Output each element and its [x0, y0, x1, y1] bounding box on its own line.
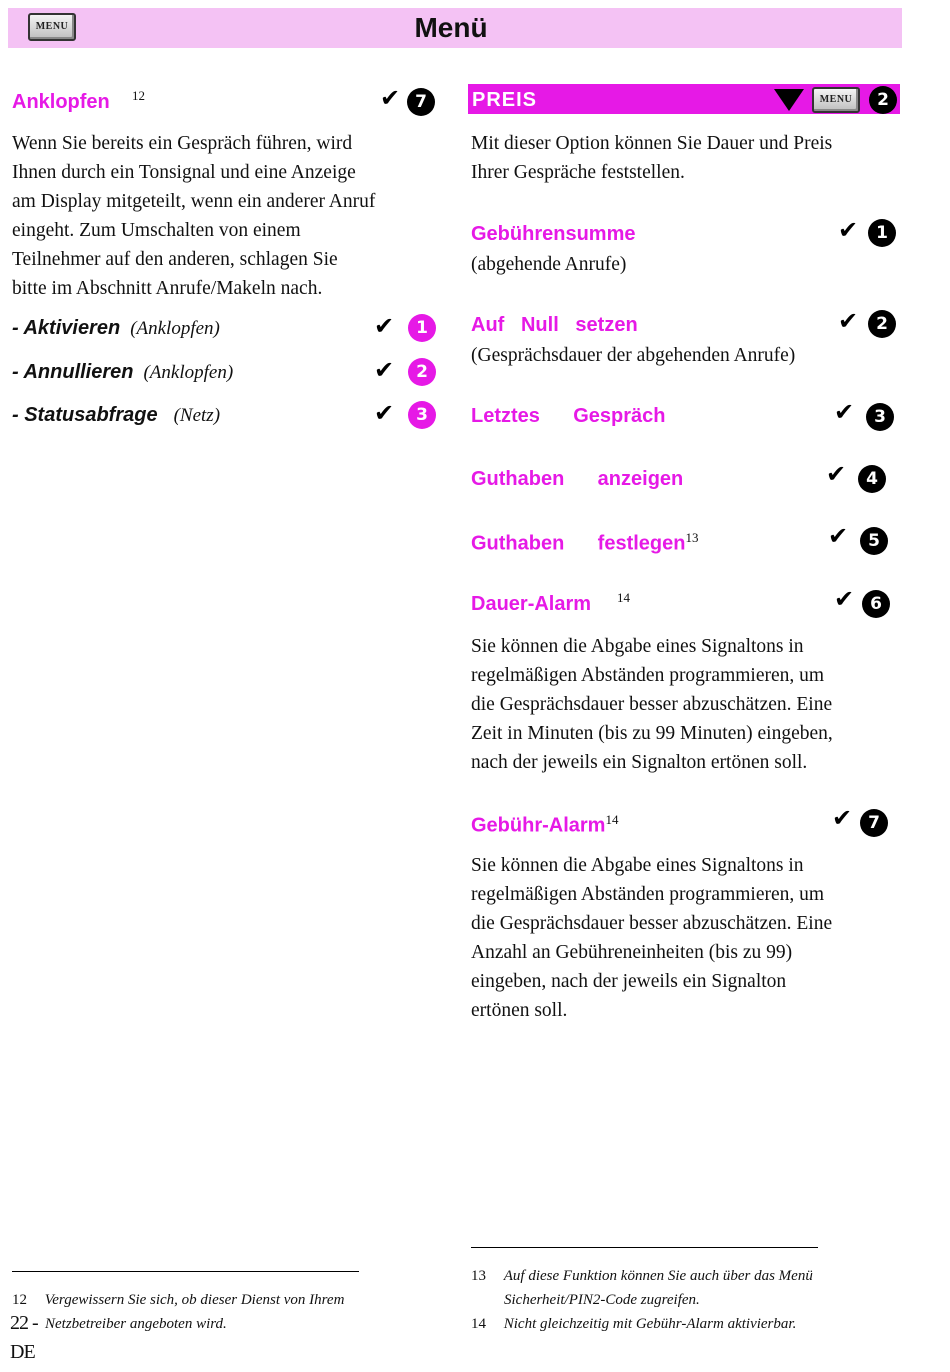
number-badge-icon: 3: [408, 401, 436, 429]
check-icon: ✔: [374, 312, 395, 340]
item-auf-null-setzen: Auf Null setzen: [471, 314, 638, 336]
number-badge-icon: 6: [862, 590, 890, 618]
footnote-ref: 14: [605, 812, 619, 827]
number-badge-icon: 3: [866, 403, 894, 431]
check-icon: ✔: [374, 356, 395, 384]
gebuehr-alarm-paragraph: Sie können die Abgabe eines Signaltons in regelmäßigen Abständen programmieren, um die Gesprächsdauer besser abzuschätzen. Eine Anzahl an Gebühreneinheiten (bis zu 99) eingeben, nach der jeweils ein Signalton ertönen soll.: [471, 855, 833, 1021]
dauer-alarm-paragraph: Sie können die Abgabe eines Signaltons in regelmäßigen Abständen programmieren, um die Gesprächsdauer besser abzuschätzen. Eine Zeit in Minuten (bis zu 99 Minuten) eingeben, nach der jeweils ein Signalton ertönen soll.: [471, 636, 833, 773]
check-icon: ✔: [826, 460, 847, 488]
check-icon: ✔: [380, 84, 401, 112]
page-title: Menü: [414, 12, 488, 43]
check-icon: ✔: [834, 585, 855, 613]
section-heading-anklopfen: Anklopfen: [12, 91, 110, 113]
number-badge-icon: 1: [868, 219, 896, 247]
option-annullieren: - Annullieren (Anklopfen): [12, 361, 234, 383]
option-aktivieren: - Aktivieren (Anklopfen): [12, 317, 220, 339]
menu-icon: MENU: [812, 87, 860, 113]
footnote-ref: 13: [685, 530, 699, 545]
option-statusabfrage: - Statusabfrage (Netz): [12, 404, 221, 426]
footnote-12: 12 Vergewissern Sie sich, ob dieser Dienst von Ihrem: [12, 1292, 345, 1308]
number-badge-icon: 7: [407, 88, 435, 116]
item-letztes-gespraech: Letztes Gespräch: [471, 405, 666, 427]
footnote-13-cont: Sicherheit/PIN2-Code zugreifen.: [504, 1292, 700, 1308]
number-badge-icon: 1: [408, 314, 436, 342]
anklopfen-paragraph: Wenn Sie bereits ein Gespräch führen, wird Ihnen durch ein Tonsignal und eine Anzeige am Display mitgeteilt, wenn ein anderer Anruf eingeht. Zum Umschalten von einem Teilnehmer auf den anderen, schlagen Sie bitte im Abschnitt Anrufe/Makeln nach.: [12, 133, 376, 299]
footnote-14: 14 Nicht gleichzeitig mit Gebühr-Alarm aktivierbar.: [471, 1316, 797, 1332]
number-badge-icon: 5: [860, 527, 888, 555]
number-badge-icon: 2: [869, 86, 897, 114]
footnote-ref: 12: [132, 88, 145, 103]
footnote-13: 13 Auf diese Funktion können Sie auch über das Menü: [471, 1268, 813, 1284]
footnote-divider-right: [471, 1247, 818, 1248]
down-arrow-icon: [774, 89, 804, 111]
number-badge-icon: 7: [860, 809, 888, 837]
item-gebuehrensumme: Gebührensumme: [471, 223, 636, 245]
check-icon: ✔: [834, 398, 855, 426]
menu-icon: MENU: [28, 13, 76, 41]
check-icon: ✔: [838, 216, 859, 244]
number-badge-icon: 4: [858, 465, 886, 493]
language-code: DE: [10, 1341, 35, 1363]
footnote-12-cont: Netzbetreiber angeboten wird.: [45, 1316, 227, 1332]
preis-banner-title: PREIS: [472, 89, 538, 111]
number-badge-icon: 2: [868, 310, 896, 338]
number-badge-icon: 2: [408, 358, 436, 386]
page-number: 22 -: [10, 1312, 38, 1334]
item-auf-null-setzen-sub: (Gesprächsdauer der abgehenden Anrufe): [471, 345, 796, 366]
check-icon: ✔: [374, 399, 395, 427]
item-gebuehr-alarm: Gebühr-Alarm$^{14}$: [471, 812, 619, 837]
item-dauer-alarm: Dauer-Alarm: [471, 593, 592, 615]
footnote-ref: 14: [617, 590, 630, 605]
item-guthaben-anzeigen: Guthaben anzeigen: [471, 468, 684, 490]
item-guthaben-festlegen: Guthaben festlegen$^{13}$: [471, 530, 699, 555]
check-icon: ✔: [828, 522, 849, 550]
item-gebuehrensumme-sub: (abgehende Anrufe): [471, 254, 627, 275]
preis-intro: Mit dieser Option können Sie Dauer und Preis Ihrer Gespräche feststellen.: [471, 133, 833, 183]
check-icon: ✔: [838, 307, 859, 335]
check-icon: ✔: [832, 804, 853, 832]
footnote-divider-left: [12, 1271, 359, 1272]
